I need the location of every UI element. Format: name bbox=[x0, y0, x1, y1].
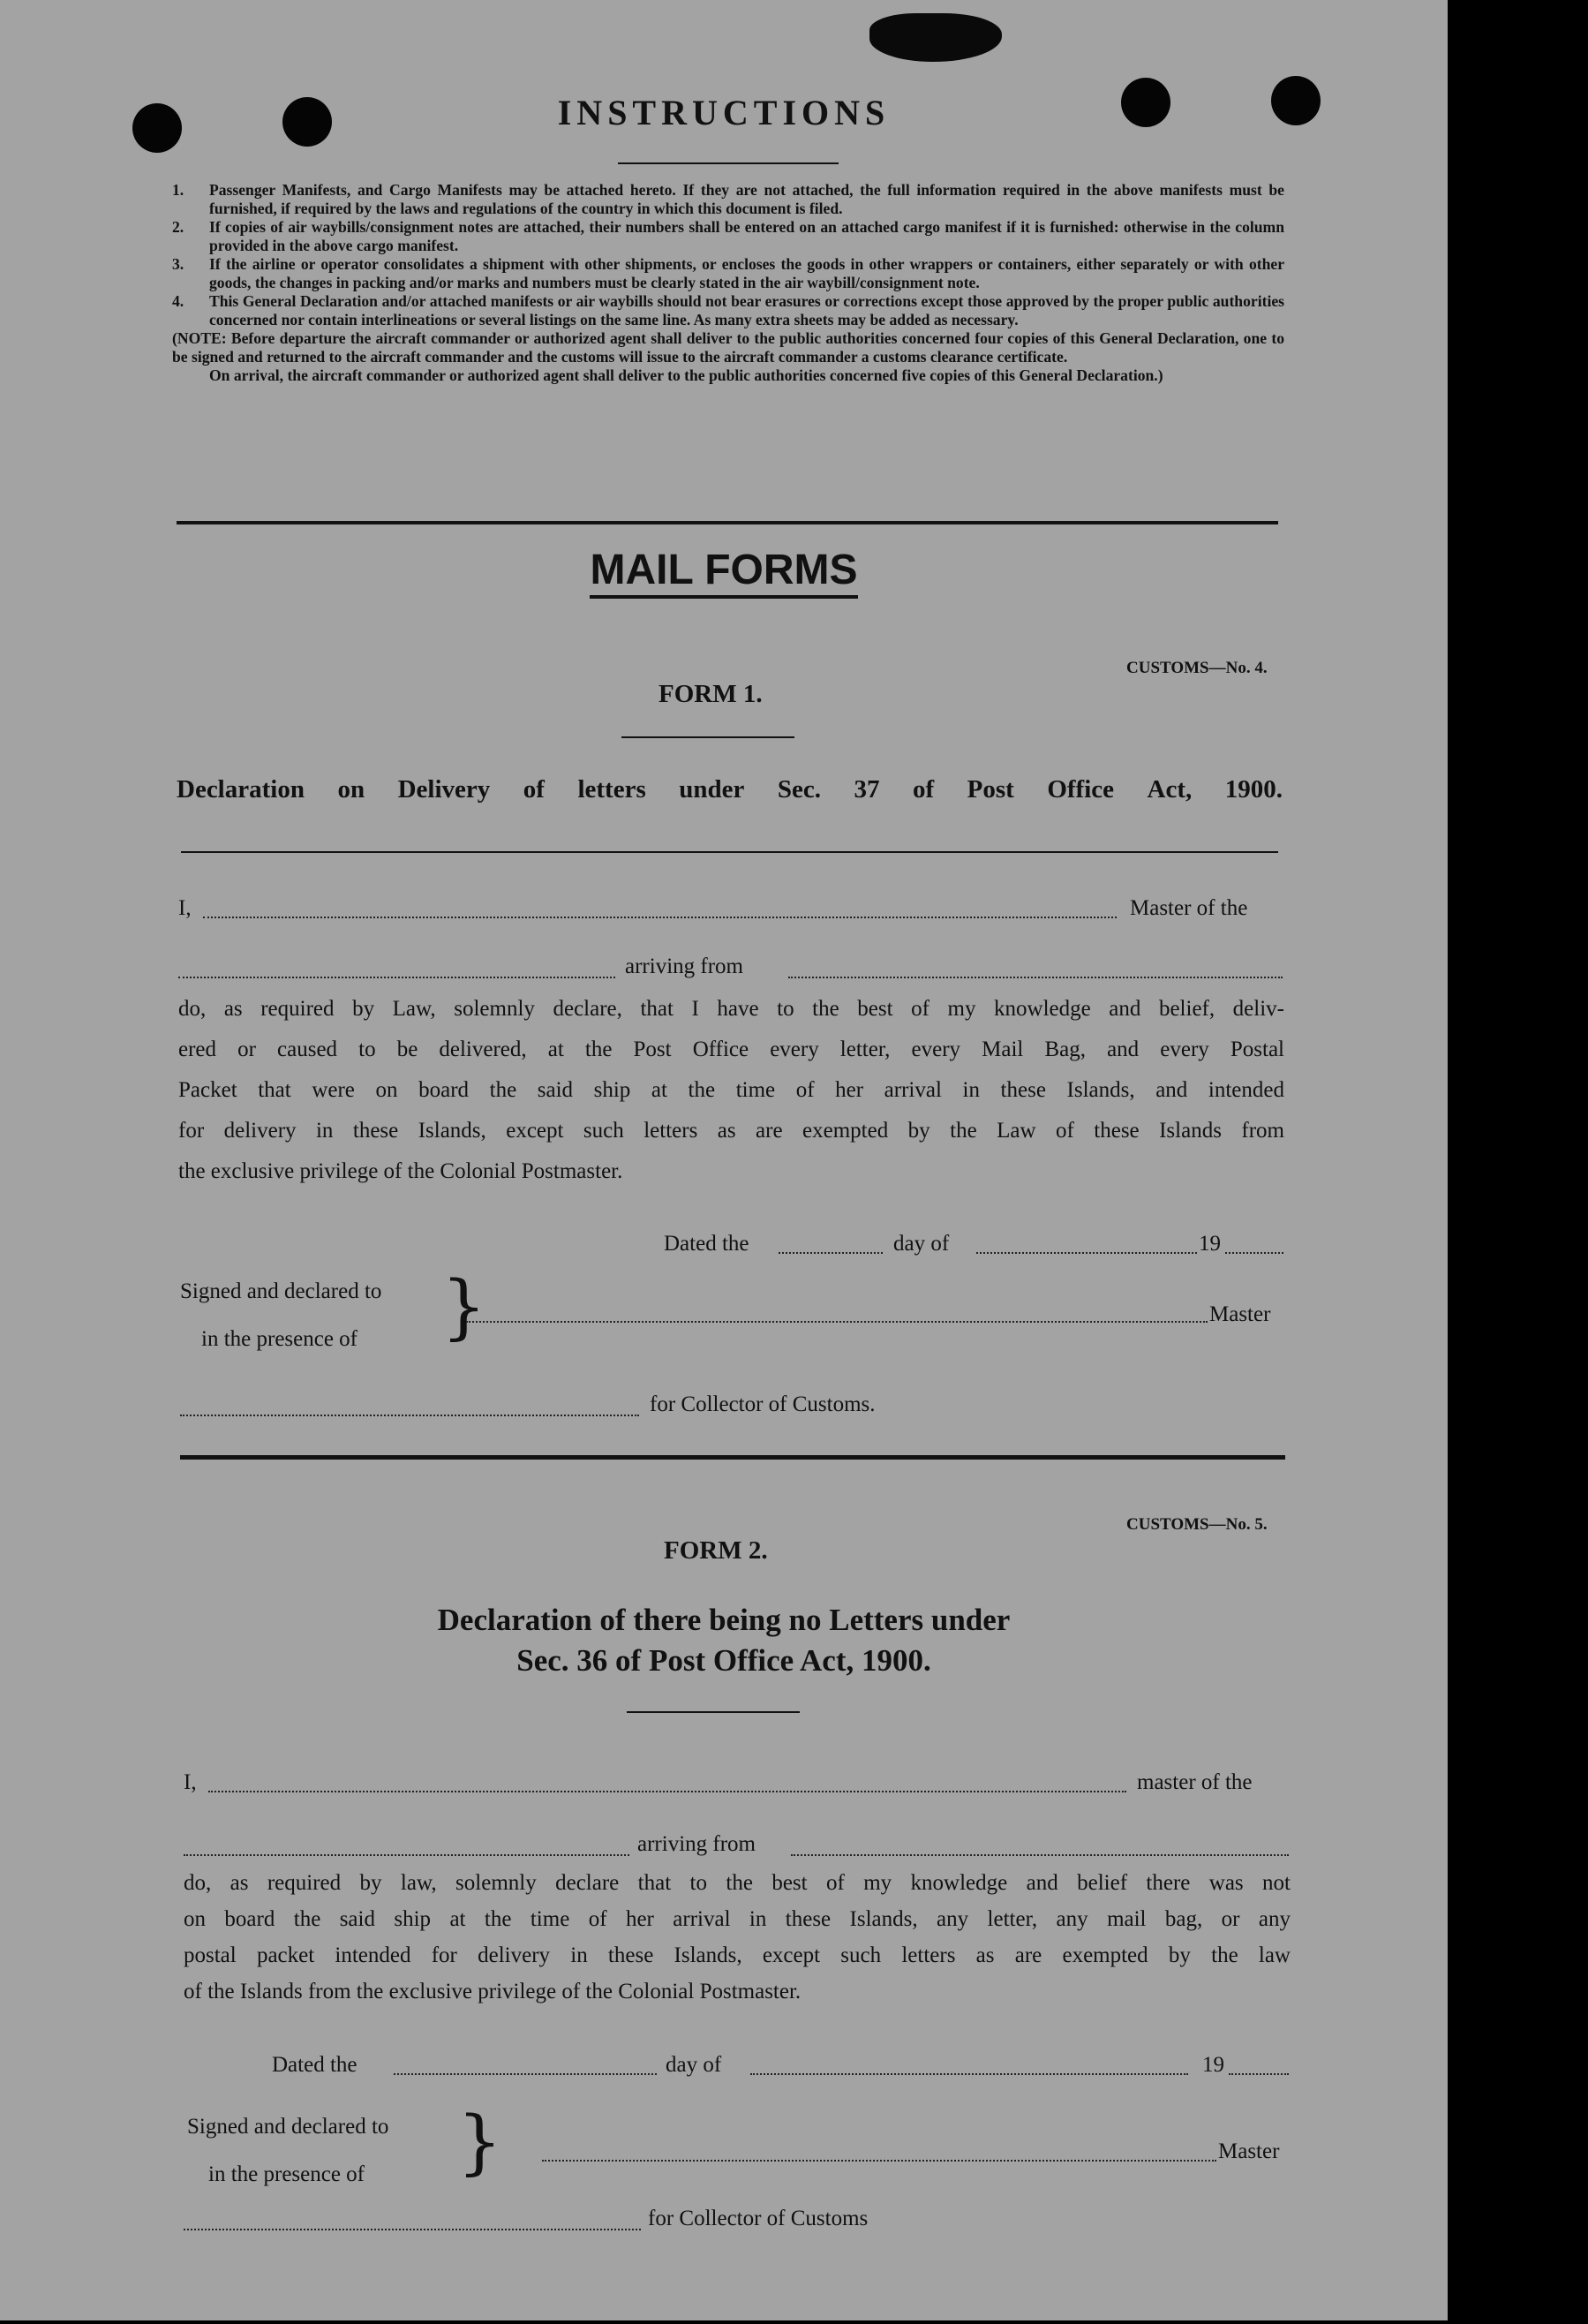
form2-month-field[interactable] bbox=[750, 2073, 1188, 2075]
form1-signed-declared-label: Signed and declared to bbox=[180, 1279, 382, 1303]
form1-master-label: Master bbox=[1209, 1302, 1271, 1326]
form1-heading-word: on bbox=[337, 775, 365, 804]
form2-collector-label: for Collector of Customs bbox=[648, 2207, 869, 2230]
form1-heading-word: Post bbox=[967, 775, 1014, 804]
form1-origin-field[interactable] bbox=[788, 977, 1283, 978]
form1-heading-word: Office bbox=[1047, 775, 1115, 804]
instruction-number: 4. bbox=[172, 292, 184, 310]
instruction-item bbox=[172, 255, 1284, 292]
form1-month-field[interactable] bbox=[976, 1252, 1197, 1254]
form2-master-of-the-label: master of the bbox=[1137, 1770, 1253, 1794]
paragraph-line: do, as required by Law, solemnly declare, that I have to the best of my knowledge and belief, deliv- bbox=[178, 997, 1284, 1021]
form1-heading-word: Sec. bbox=[777, 775, 821, 804]
torn-edge bbox=[869, 13, 1002, 62]
form1-collector-signature-field[interactable] bbox=[180, 1415, 639, 1416]
form1-heading-word: 37 bbox=[854, 775, 880, 804]
paragraph-line: do, as required by law, solemnly declare that to the best of my knowledge and belief there was not bbox=[184, 1871, 1291, 1895]
mail-forms-title-text: MAIL FORMS bbox=[590, 547, 857, 599]
form1-i-label: I, bbox=[178, 896, 192, 920]
form1-title-rule bbox=[621, 736, 794, 738]
form-divider-rule bbox=[180, 1455, 1285, 1460]
form1-declaration-heading bbox=[177, 775, 1283, 804]
paragraph-line: Packet that were on board the said ship at the time of her arrival in these Islands, and intended bbox=[178, 1078, 1284, 1102]
form2-declaration-paragraph bbox=[184, 1865, 1291, 2010]
form2-dated-the-label: Dated the bbox=[272, 2053, 357, 2077]
form2-title: FORM 2. bbox=[664, 1536, 768, 1565]
instructions-bottom-rule bbox=[177, 521, 1278, 524]
instruction-item bbox=[172, 218, 1284, 255]
paragraph-line: the exclusive privilege of the Colonial Postmaster. bbox=[178, 1159, 623, 1183]
form2-year-prefix: 19 bbox=[1202, 2053, 1224, 2077]
form1-customs-number: CUSTOMS—No. 4. bbox=[1126, 659, 1268, 677]
instruction-number: 1. bbox=[172, 181, 184, 199]
instruction-text: This General Declaration and/or attached manifests or air waybills should not bear erasures or corrections except those approved by the proper public authorities concerned nor contain interlineations or several listings on the same line. As many extra sheets may be added as necessary. bbox=[209, 292, 1284, 328]
form1-heading-rule bbox=[181, 851, 1278, 853]
form1-heading-word: of bbox=[523, 775, 545, 804]
paragraph-line: postal packet intended for delivery in these Islands, except such letters as are exempted by the law bbox=[184, 1943, 1291, 1967]
form1-brace: } bbox=[441, 1265, 486, 1347]
form1-master-signature-field[interactable] bbox=[466, 1321, 1208, 1323]
form1-day-field[interactable] bbox=[779, 1252, 883, 1254]
paragraph-line: on board the said ship at the time of her arrival in these Islands, any letter, any mail bag, or any bbox=[184, 1907, 1291, 1931]
form1-year-field[interactable] bbox=[1225, 1252, 1283, 1254]
form1-heading-word: letters bbox=[577, 775, 646, 804]
form2-day-of-label: day of bbox=[666, 2053, 722, 2077]
form2-title-rule bbox=[627, 1711, 800, 1713]
form2-year-field[interactable] bbox=[1229, 2073, 1289, 2075]
form1-ship-name-field[interactable] bbox=[178, 977, 615, 978]
instruction-note-arrival: On arrival, the aircraft commander or authorized agent shall deliver to the public authorities concerned five copies of this General Declaration.) bbox=[209, 366, 1163, 384]
form2-master-label: Master bbox=[1218, 2139, 1280, 2163]
form2-declaration-line1: Declaration of there being no Letters under bbox=[437, 1603, 1011, 1637]
instruction-number: 2. bbox=[172, 218, 184, 236]
instruction-text: If the airline or operator consolidates a shipment with other shipments, or encloses the goods in other wrappers or containers, either separately or with other goods, the changes in packing and/or marks and numbers must be clearly stated in the air waybill/consignment note. bbox=[209, 255, 1284, 291]
instructions-title: INSTRUCTIONS bbox=[557, 93, 891, 132]
form2-ship-name-field[interactable] bbox=[184, 1854, 629, 1856]
instruction-note: (NOTE: Before departure the aircraft commander or authorized agent shall deliver to the public authorities concerned four copies of this General Declaration, one to be signed and returned to the aircraft commander and the customs will issue to the aircraft commander a customs clearance certificate. bbox=[172, 329, 1284, 366]
form2-presence-label: in the presence of bbox=[208, 2162, 365, 2186]
form2-collector-signature-field[interactable] bbox=[184, 2229, 641, 2230]
form2-master-name-field[interactable] bbox=[208, 1791, 1126, 1792]
form2-brace: } bbox=[457, 2101, 502, 2183]
form1-heading-word: of bbox=[913, 775, 935, 804]
form2-arriving-from-label: arriving from bbox=[637, 1832, 756, 1856]
paragraph-line: for delivery in these Islands, except such letters as are exempted by the Law of these Islands from bbox=[178, 1119, 1284, 1143]
form2-i-label: I, bbox=[184, 1770, 197, 1794]
form2-customs-number: CUSTOMS—No. 5. bbox=[1126, 1515, 1268, 1534]
instructions-list bbox=[172, 181, 1284, 385]
form1-heading-word: under bbox=[679, 775, 745, 804]
instruction-item bbox=[172, 292, 1284, 329]
form1-master-name-field[interactable] bbox=[203, 917, 1117, 918]
form2-origin-field[interactable] bbox=[791, 1854, 1289, 1856]
instruction-text: If copies of air waybills/consignment notes are attached, their numbers shall be entered on an attached cargo manifest if it is furnished: otherwise in the column provided in the above cargo manifest. bbox=[209, 218, 1284, 254]
form1-title: FORM 1. bbox=[659, 680, 763, 708]
form1-heading-word: Act, bbox=[1147, 775, 1193, 804]
form1-presence-label: in the presence of bbox=[201, 1327, 358, 1351]
form1-year-prefix: 19 bbox=[1199, 1232, 1221, 1256]
form1-collector-label: for Collector of Customs. bbox=[650, 1392, 876, 1416]
mail-forms-title bbox=[0, 546, 1448, 594]
instruction-text: Passenger Manifests, and Cargo Manifests may be attached hereto. If they are not attached, the full information required in the above manifests must be furnished, if required by the laws and regulations of the country in which this document is filed. bbox=[209, 181, 1284, 217]
form2-declaration-line2: Sec. 36 of Post Office Act, 1900. bbox=[516, 1643, 931, 1678]
form1-arriving-from-label: arriving from bbox=[625, 954, 743, 978]
form1-dated-the-label: Dated the bbox=[664, 1232, 749, 1256]
form2-master-signature-field[interactable] bbox=[542, 2160, 1216, 2162]
instruction-item bbox=[172, 181, 1284, 218]
instruction-number: 3. bbox=[172, 255, 184, 273]
form1-heading-word: Declaration bbox=[177, 775, 305, 804]
form1-day-of-label: day of bbox=[893, 1232, 950, 1256]
form1-heading-word: 1900. bbox=[1224, 775, 1283, 804]
form1-master-of-the-label: Master of the bbox=[1130, 896, 1248, 920]
paragraph-line: ered or caused to be delivered, at the Post Office every letter, every Mail Bag, and every Postal bbox=[178, 1038, 1284, 1061]
instructions-title-rule bbox=[618, 162, 839, 164]
form1-heading-word: Delivery bbox=[397, 775, 491, 804]
form2-day-field[interactable] bbox=[394, 2073, 657, 2075]
form1-declaration-paragraph bbox=[178, 989, 1284, 1192]
paragraph-line: of the Islands from the exclusive privilege of the Colonial Postmaster. bbox=[184, 1980, 802, 2003]
form2-signed-declared-label: Signed and declared to bbox=[187, 2115, 389, 2139]
